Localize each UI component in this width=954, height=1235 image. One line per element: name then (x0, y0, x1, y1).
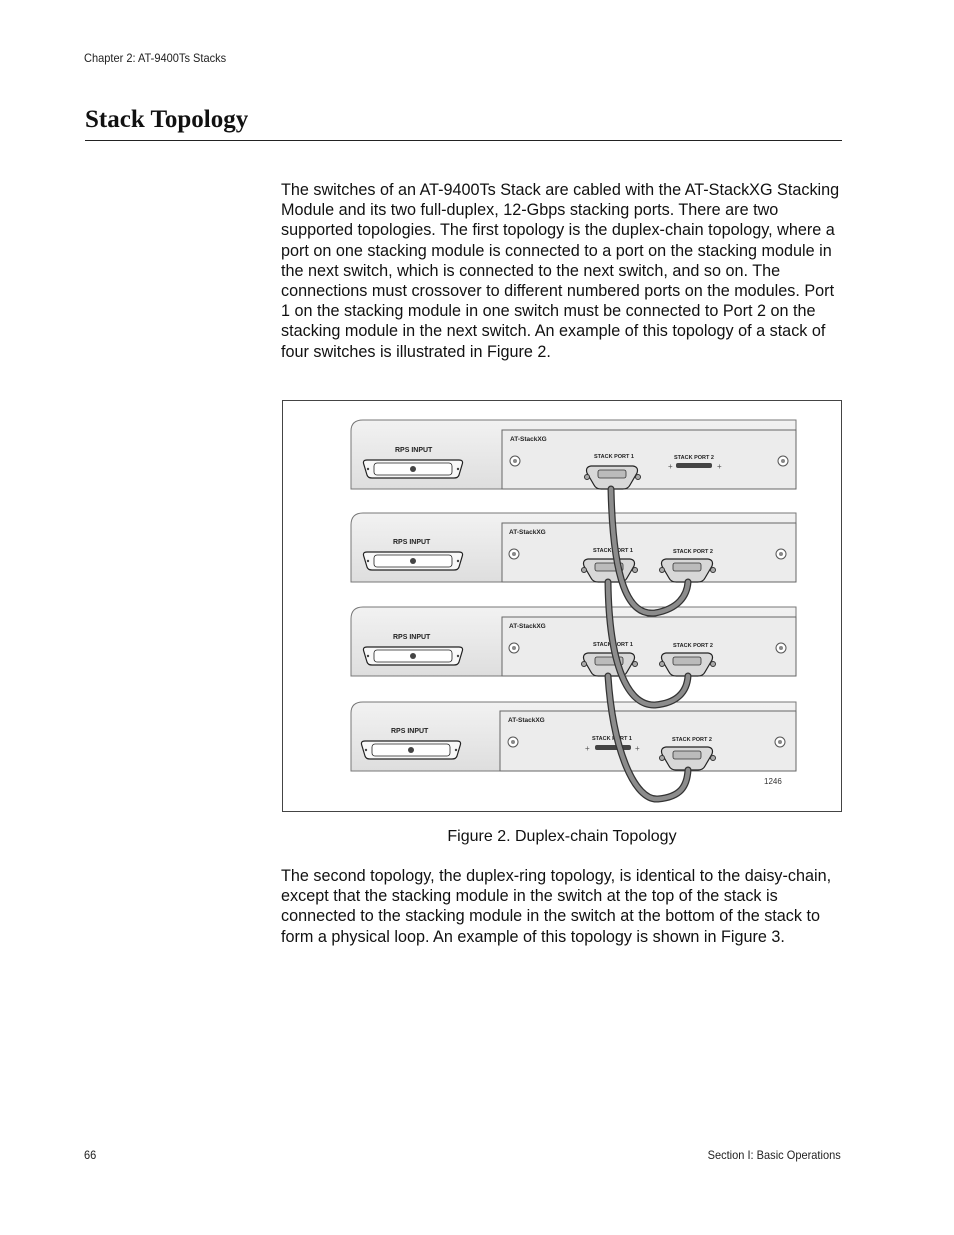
figure-caption: Figure 2. Duplex-chain Topology (447, 828, 677, 845)
figure-duplex-chain (282, 400, 842, 812)
stackxg-module (502, 617, 796, 676)
svg-text:+: + (585, 744, 590, 753)
rps-input-label: RPS INPUT (393, 539, 431, 546)
body-paragraph-2: The second topology, the duplex-ring topology, is identical to the daisy-chain, except that the stacking module in the switch at the top of the stack is connected to the stacking module in the switch at the bottom of the stack to form a physical loop. An example of this topology is shown in Figure 3. (281, 867, 832, 946)
module-screw-right (775, 737, 785, 747)
stack-port-1-label: STACK PORT 1 (593, 642, 633, 648)
rps-input-label: RPS INPUT (395, 447, 433, 454)
section-title: Stack Topology (85, 106, 249, 133)
module-label: AT-StackXG (509, 623, 546, 630)
switch-4 (351, 702, 796, 771)
module-screw-left (508, 737, 518, 747)
switch-1 (351, 420, 796, 489)
module-screw-left (510, 456, 520, 466)
module-label: AT-StackXG (509, 529, 546, 536)
rps-input-label: RPS INPUT (391, 728, 429, 735)
rps-input-label: RPS INPUT (393, 634, 431, 641)
module-screw-left (509, 549, 519, 559)
module-screw-right (776, 643, 786, 653)
rps-input-connector (363, 647, 462, 665)
stackxg-module (502, 523, 796, 582)
stack-port-1-label: STACK PORT 1 (594, 454, 634, 460)
module-screw-right (776, 549, 786, 559)
rps-input-connector (361, 741, 460, 759)
rps-input-connector (363, 552, 462, 570)
module-screw-left (509, 643, 519, 653)
stack-port-2-label: STACK PORT 2 (672, 737, 712, 743)
running-header: Chapter 2: AT-9400Ts Stacks (84, 51, 227, 65)
svg-text:+: + (668, 462, 673, 471)
svg-text:+: + (717, 462, 722, 471)
stack-port-2-label: STACK PORT 2 (673, 643, 713, 649)
title-rule (85, 140, 842, 141)
module-label: AT-StackXG (508, 717, 545, 724)
module-label: AT-StackXG (510, 436, 547, 443)
svg-text:+: + (635, 744, 640, 753)
switch-3 (351, 607, 796, 676)
stack-port-1-label: STACK PORT 1 (592, 736, 632, 742)
switch-2 (351, 513, 796, 582)
module-screw-right (778, 456, 788, 466)
rps-input-connector (363, 460, 462, 478)
stack-diagram (283, 401, 841, 811)
stack-port-1-label: STACK PORT 1 (593, 548, 633, 554)
stack-port-2-label: STACK PORT 2 (673, 549, 713, 555)
figure-number: 1246 (764, 777, 782, 786)
page-number: 66 (84, 1148, 97, 1162)
stack-port-2-label: STACK PORT 2 (674, 455, 714, 461)
running-footer: Section I: Basic Operations (707, 1148, 841, 1162)
body-paragraph-1: The switches of an AT-9400Ts Stack are cabled with the AT-StackXG Stacking Module and its two full-duplex, 12-Gbps stacking ports. There are two supported topologies. The first topology is the duplex-chain topology, where a port on one stacking module is connected to a port on the stacking module in the next switch, which is connected to the next switch, and so on. The connections must crossover to different numbered ports on the modules. Port 1 on the stacking module in one switch must be connected to Port 2 on the stacking module in the next switch. An example of this topology of a stack of four switches is illustrated in Figure 2. (281, 181, 840, 361)
